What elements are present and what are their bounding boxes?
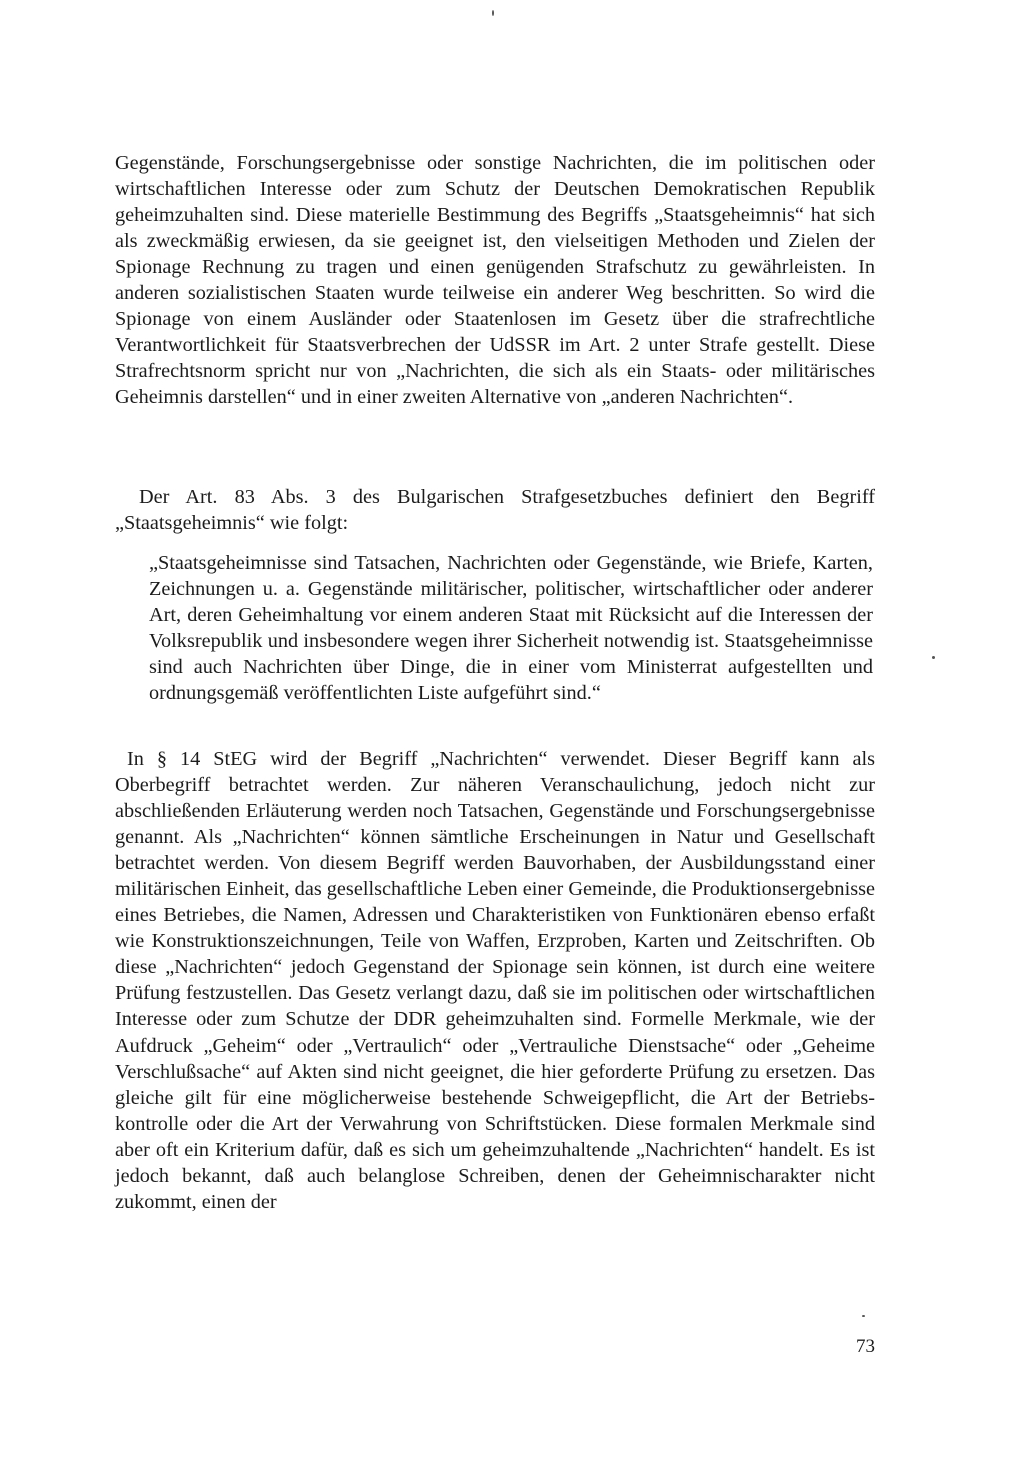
paragraph-bulgarian-code: Der Art. 83 Abs. 3 des Bulgarischen Strafgesetzbuches definiert den Begriff „Staatsgeheimnis“ wie folgt: (115, 486, 875, 535)
print-speck (492, 10, 494, 16)
block-quote-definition: „Staatsgeheimnisse sind Tatsachen, Nachrichten oder Gegenstände, wie Briefe, Karten, Zeichnungen u. a. Gegenstände militärischer, politischer, wirtschaftlicher oder anderer Art, deren Geheimhaltung vor einem anderen Staat mit Rücksicht auf die Interessen der Volksrepublik und insbesondere wegen ihrer Sicherheit notwendig ist. Staatsgeheimnisse sind auch Nachrichten über Dinge, die in einer vom Ministerrat aufgestellten und ordnungsgemäß veröffentlichten Liste aufgeführt sind.“ (149, 552, 873, 705)
paragraph-continuation: Gegenstände, Forschungsergebnisse oder sonstige Nachrichten, die im politischen oder wirtschaftlichen Interesse oder zum Schutz der Deutschen Demokratischen Republik geheimzuhalten sind. Diese materielle Bestimmung des Begriffs „Staatsgeheimnis“ hat sich als zweckmäßig erwiesen, da sie geeignet ist, den vielseitigen Methoden und Zielen der Spionage Rechnung zu tragen und einen genügenden Strafschutz zu gewährleisten. In anderen sozialistischen Staaten wurde teilweise ein anderer Weg beschritten. So wird die Spionage von einem Ausländer oder Staatenlosen im Gesetz über die strafrechtliche Verantwortlichkeit für Staatsverbrechen der UdSSR im Art. 2 unter Strafe gestellt. Diese Strafrechtsnorm spricht nur von „Nachrichten, die sich als ein Staats- oder militärisches Geheimnis darstellen“ und in einer zweiten Alternative von „anderen Nachrichten“. (115, 152, 875, 409)
paragraph-steg-nachrichten: In § 14 StEG wird der Begriff „Nachrichten“ verwendet. Dieser Begriff kann als Oberbegriff betrachtet werden. Zur näheren Veranschaulichung, jedoch nicht zur abschließenden Erläuterung werden noch Tatsachen, Gegenstände und Forschungsergebnisse genannt. Als „Nachrichten“ können sämtliche Erscheinungen in Natur und Gesellschaft betrachtet werden. Von diesem Begriff werden Bauvorhaben, der Ausbildungsstand einer militärischen Einheit, das gesellschaftliche Leben einer Gemeinde, die Produktionsergebnisse eines Betriebes, die Namen, Adressen und Charakteristiken von Funktionären ebenso erfaßt wie Konstruktionszeichnungen, Teile von Waffen, Erzproben, Karten und Zeitschriften. Ob diese „Nachrichten“ jedoch Gegenstand der Spionage sein können, ist durch eine weitere Prüfung festzustellen. Das Gesetz verlangt dazu, daß sie im politischen oder wirtschaftlichen Interesse oder zum Schutze der DDR geheimzuhalten sind. Formelle Merkmale, wie der Aufdruck „Geheim“ oder „Vertraulich“ oder „Vertrauliche Dienstsache“ oder „Geheime Verschlußsache“ auf Akten sind nicht geeignet, die hier geforderte Prüfung zu ersetzen. Das gleiche gilt für eine möglicherweise bestehende Schweigepflicht, die Art der Betriebskontrolle oder die Art der Verwahrung von Schriftstücken. Diese formalen Merkmale sind aber oft ein Kriterium dafür, daß es sich um geheimzuhaltende „Nachrichten“ handelt. Es ist jedoch bekannt, daß auch belanglose Schreiben, denen der Geheimnischarakter nicht zukommt, einen der (115, 748, 875, 1213)
print-speck (862, 1315, 865, 1317)
print-speck (932, 656, 935, 659)
page-number: 73 (856, 1336, 875, 1357)
